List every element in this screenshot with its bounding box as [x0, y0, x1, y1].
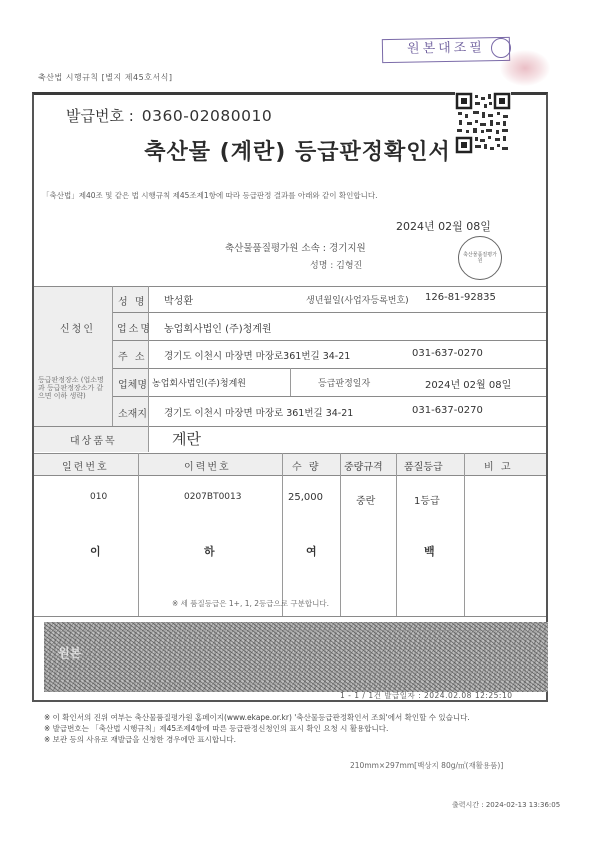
place-addr-label: 소재지	[118, 409, 147, 420]
grade-note: ※ 세 품질등급은 1+, 1, 2등급으로 구분합니다.	[172, 599, 330, 608]
original-verified-stamp: 원본대조필	[382, 37, 510, 63]
col-header-quantity: 수 량	[292, 462, 321, 473]
col-divider	[340, 453, 341, 616]
place-phone-value: 031-637-0270	[412, 405, 483, 416]
footer-note-2: ※ 발급번호는 「축산법 시행규칙」제45조제4항에 따른 등급판정신청인의 표시 확인 요청 시 활용합니다.	[44, 724, 389, 733]
col-divider	[138, 453, 139, 616]
row-divider	[34, 453, 546, 454]
row-quantity: 25,000	[288, 492, 323, 503]
place-name-label: 업체명	[118, 380, 147, 391]
issuing-office: 축산물품질평가원 소속 : 경기지원	[225, 243, 366, 254]
row-divider	[34, 616, 546, 617]
issue-date: 2024년 02월 08일	[396, 220, 491, 233]
row-divider	[34, 286, 546, 287]
col-divider	[148, 286, 149, 452]
form-reference: 축산법 시행규칙 [별지 제45호서식]	[38, 73, 173, 82]
page-info: 1 - 1 / 1건 발급일자 : 2024.02.08 12:25:10	[340, 691, 513, 700]
document-title: 축산물 (계란) 등급판정확인서	[144, 140, 451, 165]
seal-text: 축산물품질평가원	[463, 252, 497, 264]
blank-marker-1: 이	[90, 545, 101, 558]
legal-basis-text: 「축산법」제40조 및 같은 법 시행규칙 제45조제1항에 따라 등급판정 결과를 아래와 같이 확인합니다.	[42, 191, 378, 200]
footer-notes	[44, 712, 544, 745]
col-header-trace-no: 이력번호	[184, 462, 231, 473]
col-divider	[282, 453, 283, 616]
row-serial: 010	[90, 492, 108, 502]
footer-note-1: ※ 이 확인서의 진위 여부는 축산물품질평가원 홈페이지(www.ekape.or.kr) '축산물등급판정확인서 조회'에서 확인할 수 있습니다.	[44, 713, 470, 722]
place-addr-value: 경기도 이천시 마장면 마장로 361번길 34-21	[164, 408, 354, 419]
row-divider	[112, 368, 546, 369]
applicant-name: 박성환	[164, 296, 193, 307]
row-weight-class: 중란	[356, 496, 376, 507]
col-header-remarks: 비 고	[484, 462, 513, 473]
org-label: 업소명	[117, 324, 152, 335]
row-divider	[112, 340, 546, 341]
row-divider	[34, 426, 546, 427]
row-divider	[34, 475, 546, 476]
grading-date-value: 2024년 02월 08일	[425, 380, 512, 391]
security-pattern-band	[44, 622, 548, 692]
blank-marker-4: 백	[424, 545, 435, 558]
col-header-weight: 중량규격	[344, 462, 383, 473]
bizno-label: 생년월일(사업자등록번호)	[306, 296, 409, 306]
col-divider	[112, 286, 113, 426]
col-divider	[464, 453, 465, 616]
red-ink-smudge	[500, 50, 550, 86]
product-value: 계란	[172, 430, 201, 448]
bizno-value: 126-81-92835	[425, 292, 496, 303]
official-seal-icon	[458, 236, 502, 280]
blank-marker-3: 여	[306, 545, 317, 558]
product-label: 대상품목	[70, 436, 117, 447]
row-divider	[112, 396, 546, 397]
signer-name: 성명 : 김형진	[310, 261, 363, 271]
place-name-value: 농업회사법인(주)청계원	[152, 379, 246, 389]
address-value: 경기도 이천시 마장면 마장로361번길 34-21	[164, 351, 351, 362]
col-divider	[396, 453, 397, 616]
address-label: 주 소	[118, 352, 147, 363]
row-divider	[112, 312, 546, 313]
org-value: 농업회사법인 (주)청계원	[164, 324, 272, 335]
issue-number-label: 발급번호 :	[66, 107, 134, 125]
grading-date-label: 등급판정일자	[318, 379, 371, 389]
name-label: 성 명	[118, 297, 147, 308]
paper-size-note: 210mm×297mm[백상지 80g/㎡(재활용품)]	[350, 761, 504, 770]
grading-place-side-label: 등급판정장소 (업소명과 등급판정장소가 같으면 이하 생략)	[38, 376, 104, 400]
row-trace-no: 0207BT0013	[184, 492, 242, 502]
col-header-serial: 일련번호	[62, 462, 109, 473]
col-divider	[290, 368, 291, 396]
footer-note-3: ※ 보관 등의 사유로 재발급을 신청한 경우에만 표시합니다.	[44, 735, 236, 744]
watermark-text: 원본	[58, 646, 82, 660]
col-header-grade: 품질등급	[404, 462, 443, 473]
issue-number	[66, 105, 272, 126]
blank-marker-2: 하	[204, 545, 215, 558]
print-time: 출력시간 : 2024-02-13 13:36:05	[452, 801, 561, 809]
table-header-bg	[34, 453, 546, 475]
row-grade: 1등급	[414, 496, 440, 507]
applicant-section-label: 신청인	[60, 324, 95, 335]
issue-number-value: 0360-02080010	[141, 107, 273, 125]
phone-value: 031-637-0270	[412, 348, 483, 359]
